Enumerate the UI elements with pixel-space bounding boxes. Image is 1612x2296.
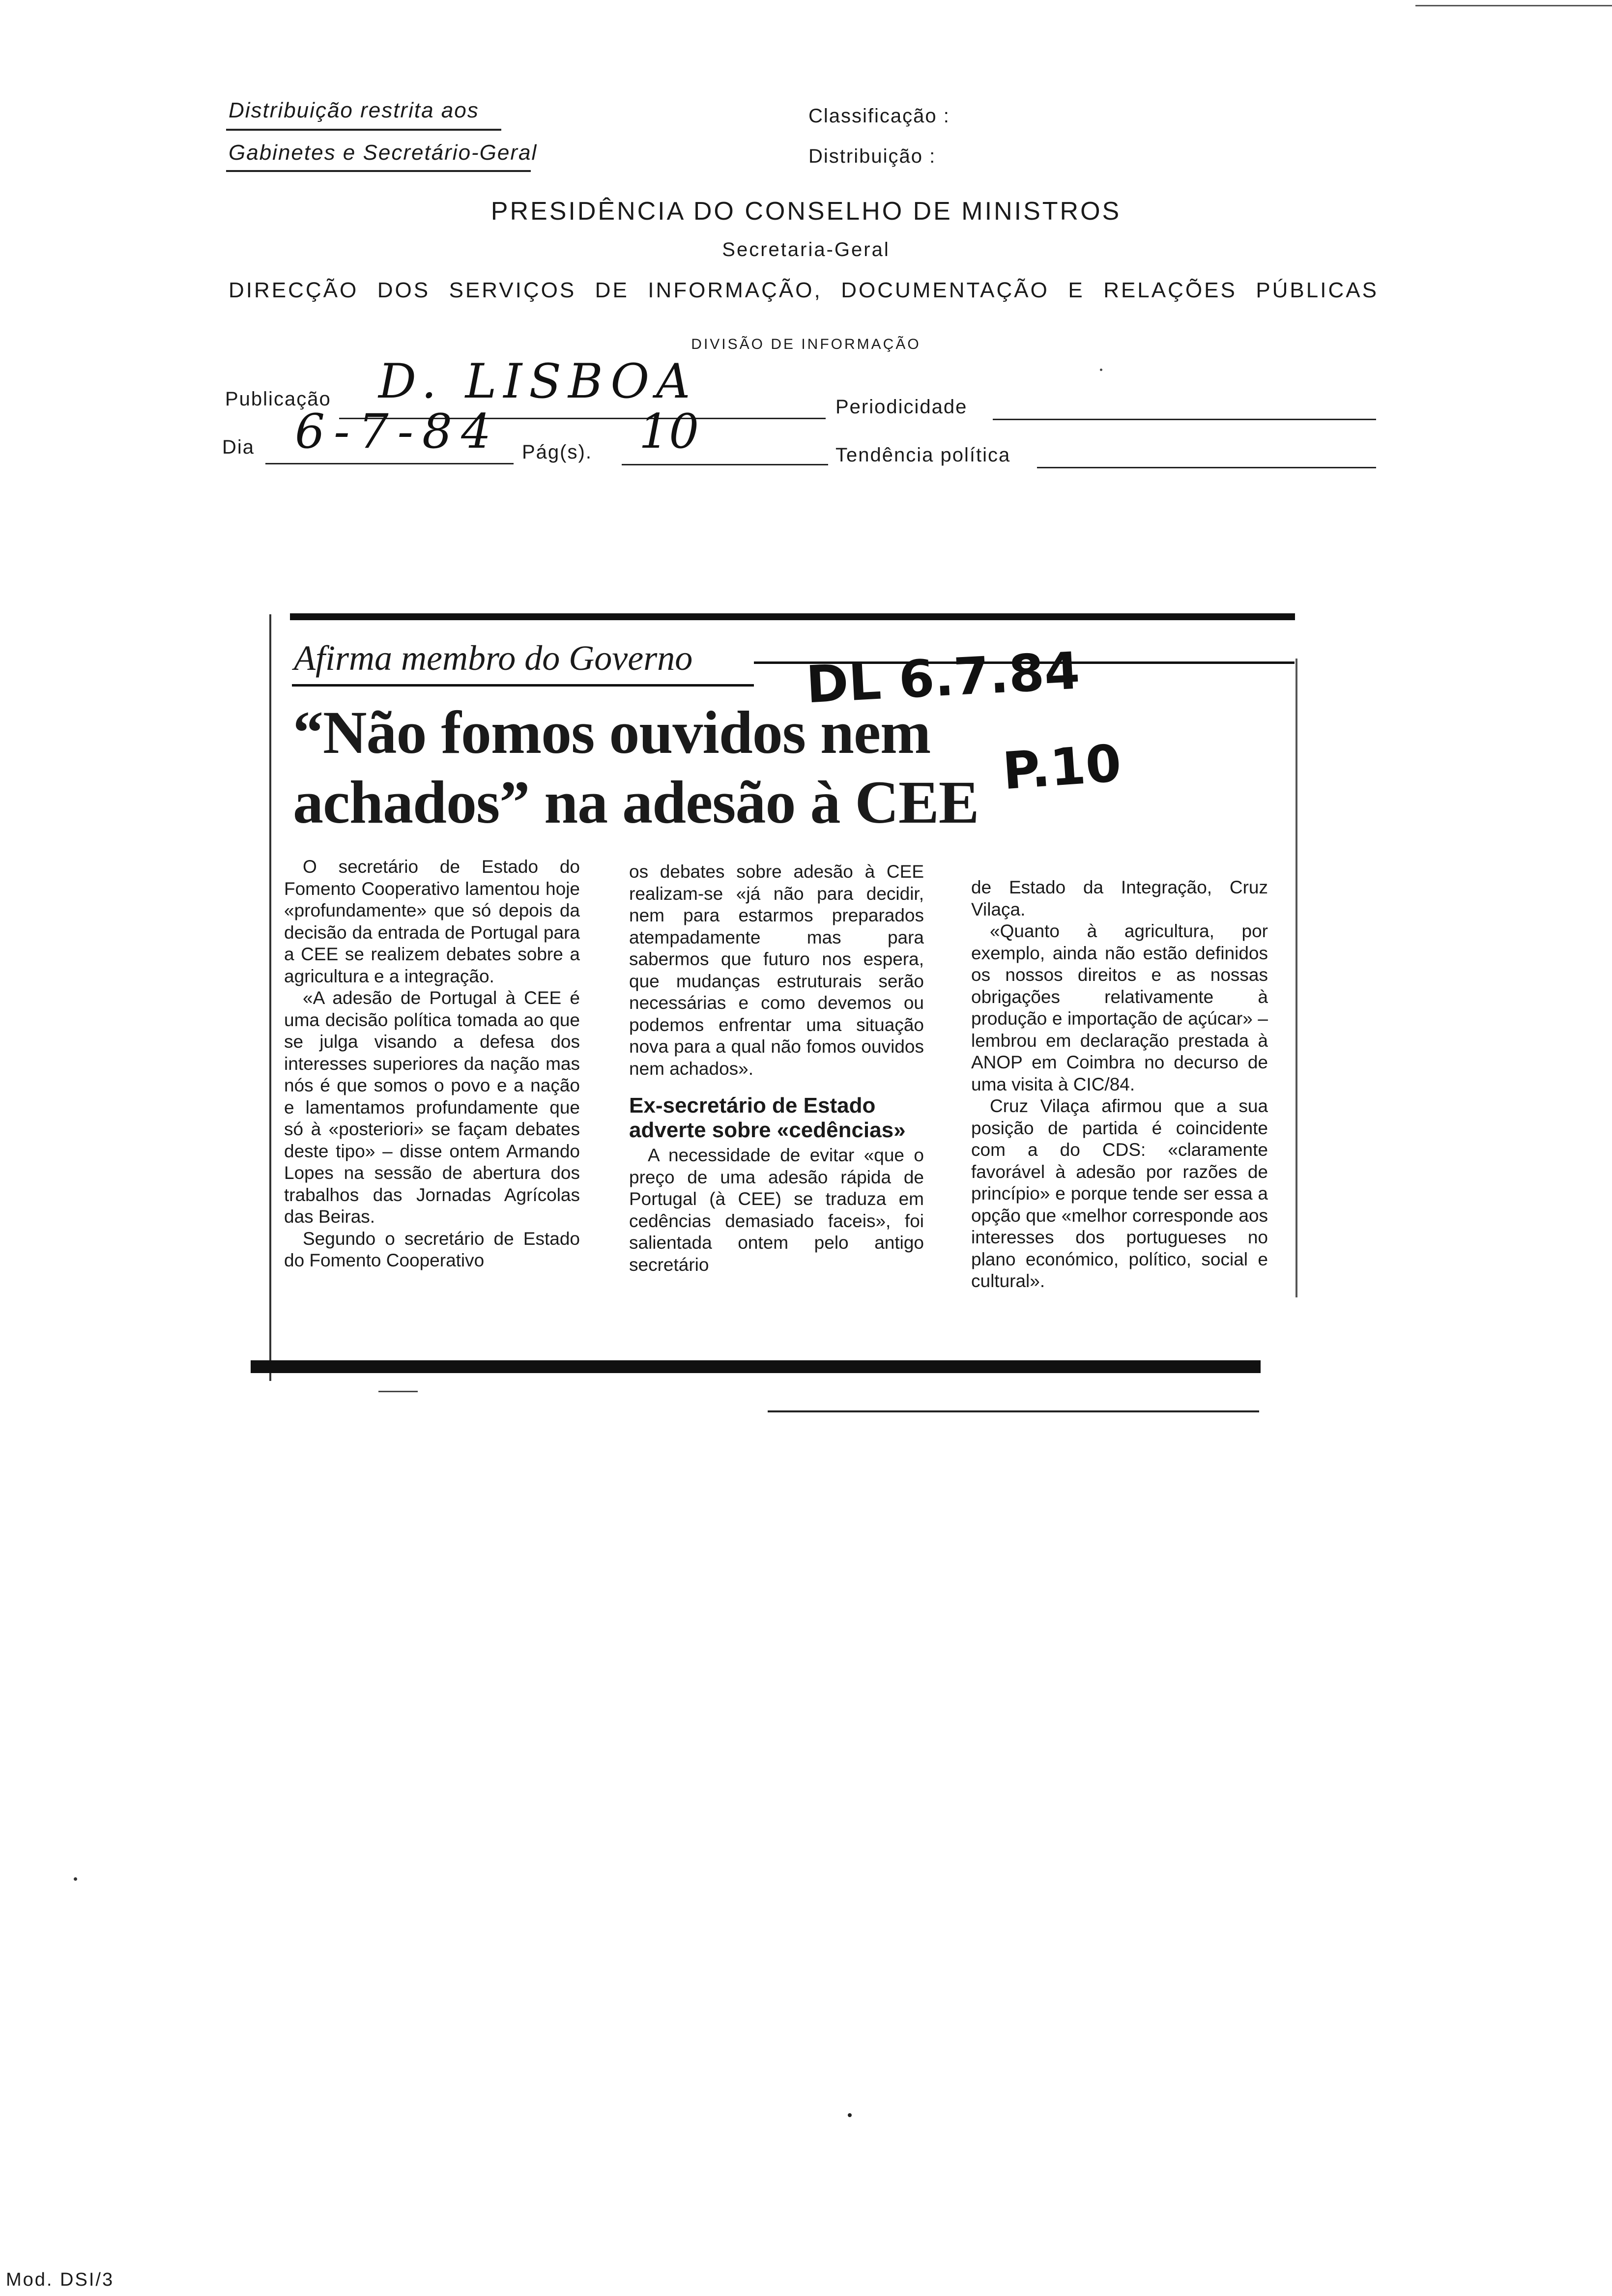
- distribution-label: Distribuição :: [808, 145, 936, 167]
- restricted-distribution-line1: Distribuição restrita aos: [229, 98, 479, 122]
- directorate-title: [229, 278, 1379, 303]
- day-label: Dia: [222, 436, 255, 458]
- pages-line: [622, 464, 828, 465]
- periodicity-line: [993, 419, 1376, 420]
- paragraph: «Quanto à agricultura, por exemplo, ainda não estão definidos os nossos direitos e as nossas obrigações relativamente à produção e importação de açúcar» – lembrou em declaração prestada à ANOP em Coimbra no decurso de uma visita à CIC/84.: [971, 921, 1268, 1094]
- article-column-1: [284, 856, 580, 1272]
- day-line: [265, 463, 514, 464]
- clipping-top-bar: [290, 613, 1295, 620]
- paragraph: Cruz Vilaça afirmou que a sua posição de partida é coincidente com a do CDS: «claramente favorável à adesão por razões de princípio» e porque tende ser essa a opção que «melhor corresponde aos interesses dos portugueses no plano económico, político, social e cultural».: [971, 1096, 1268, 1291]
- handwritten-page: P.10: [1001, 733, 1123, 802]
- scan-mark: [74, 1877, 77, 1881]
- publication-value: D. LISBOA: [378, 354, 697, 409]
- secretariat-title: Secretaria-Geral: [722, 239, 890, 260]
- paragraph: Segundo o secretário de Estado do Fomento Cooperativo: [284, 1228, 580, 1270]
- directorate-word: PÚBLICAS: [1256, 278, 1379, 302]
- paragraph: O secretário de Estado do Fomento Cooperativo lamentou hoje «profundamente» que só depois da decisão da entrada de Portugal para a CEE se realizem debates sobre a agricultura e a integração.: [284, 857, 580, 986]
- article-column-2: [629, 861, 924, 1276]
- paragraph: «A adesão de Portugal à CEE é uma decisão política tomada ao que se julga visando a defesa dos interesses superiores da nação mas nós é que somos o povo e a nação e lamentamos profundamente que só à «posteriori» se façam debates deste tipo» – disse ontem Armando Lopes na sessão de abertura dos trabalhos das Jornadas Agrícolas das Beiras.: [284, 988, 580, 1227]
- handwritten-reference: DL 6.7.84: [805, 640, 1082, 715]
- restricted-distribution-line2: Gabinetes e Secretário-Geral: [229, 141, 538, 165]
- article-column-3: [971, 877, 1268, 1292]
- article-headline: “Não fomos ouvidos nem achados” na adesão à CEE: [293, 699, 979, 836]
- pages-value: 10: [639, 404, 699, 459]
- pages-label: Pág(s).: [522, 441, 592, 463]
- tendency-label: Tendência política: [835, 444, 1011, 466]
- directorate-word: RELAÇÕES: [1103, 278, 1237, 302]
- restricted-underline-2: [226, 170, 531, 172]
- directorate-word: SERVIÇOS: [449, 278, 576, 302]
- division-title: DIVISÃO DE INFORMAÇÃO: [691, 336, 921, 352]
- classification-label: Classificação :: [808, 105, 950, 127]
- article-subhead: Ex-secretário de Estado adverte sobre «cedências»: [629, 1093, 906, 1142]
- paragraph: os debates sobre adesão à CEE realizam-se «já não para decidir, nem para estarmos preparados atempadamente mas para sabermos que futuro nos espera, que mudanças estruturais serão necessárias e como devemos ou podemos enfrentar uma situação nova para a qual não fomos ouvidos nem achados».: [629, 861, 924, 1079]
- ministry-title: PRESIDÊNCIA DO CONSELHO DE MINISTROS: [490, 197, 1122, 226]
- clipping-right-border: [1295, 659, 1297, 1297]
- publication-label: Publicação: [225, 388, 331, 410]
- clipping-bottom-bar: [251, 1360, 1261, 1373]
- scan-mark: [1100, 369, 1102, 371]
- clipping-bottom-rule-short: [378, 1391, 418, 1392]
- article-kicker: Afirma membro do Governo: [294, 638, 693, 678]
- restricted-underline-1: [226, 129, 501, 131]
- directorate-word: DOCUMENTAÇÃO: [841, 278, 1049, 302]
- directorate-word: E: [1068, 278, 1085, 302]
- kicker-underline: [292, 684, 754, 687]
- directorate-word: DOS: [377, 278, 431, 302]
- paragraph: de Estado da Integração, Cruz Vilaça.: [971, 877, 1268, 919]
- day-value: 6-7-84: [295, 404, 500, 459]
- paragraph: A necessidade de evitar «que o preço de uma adesão rápida de Portugal (à CEE) se traduza em cedências demasiado faceis», foi salientada ontem pelo antigo secretário: [629, 1145, 924, 1275]
- directorate-word: DIRECÇÃO: [229, 278, 359, 302]
- scan-edge-line: [1415, 5, 1612, 6]
- directorate-word: DE: [595, 278, 629, 302]
- form-code: Mod. DSI/3: [6, 2269, 115, 2290]
- clipping-bottom-rule: [768, 1410, 1259, 1412]
- clipping-left-border: [269, 614, 271, 1381]
- directorate-word: INFORMAÇÃO,: [648, 278, 822, 302]
- scan-mark: [848, 2113, 852, 2117]
- periodicity-label: Periodicidade: [835, 396, 968, 418]
- tendency-line: [1037, 467, 1376, 468]
